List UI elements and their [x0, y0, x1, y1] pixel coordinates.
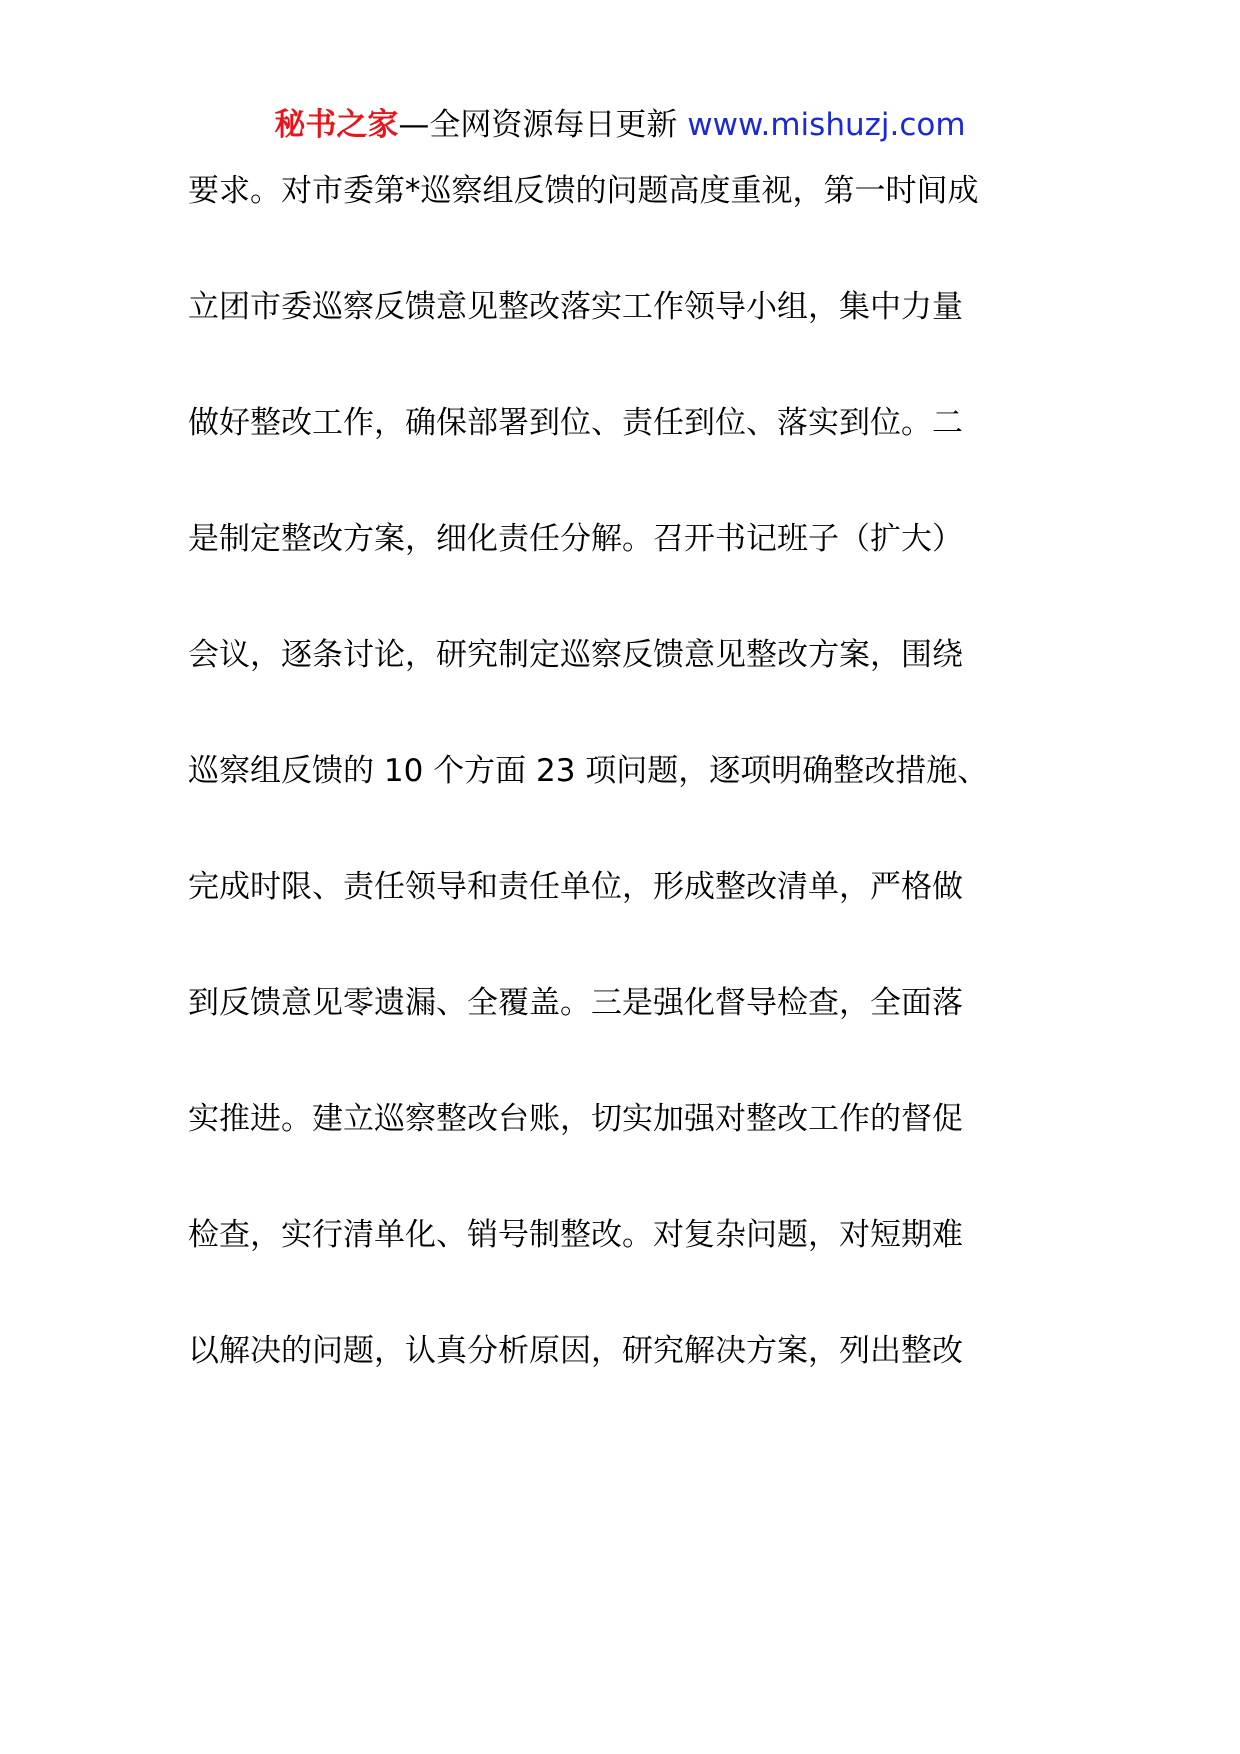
brand-name: 秘书之家	[274, 107, 399, 143]
body-line-2: 立团市委巡察反馈意见整改落实工作领导小组，集中力量	[188, 289, 963, 325]
header-tagline: —全网资源每日更新	[398, 107, 688, 143]
body-line-3: 做好整改工作，确保部署到位、责任到位、落实到位。二	[188, 405, 963, 441]
body-line-9: 实推进。建立巡察整改台账，切实加强对整改工作的督促	[188, 1101, 963, 1137]
body-line-7: 完成时限、责任领导和责任单位，形成整改清单，严格做	[188, 869, 963, 905]
body-line-1: 要求。对市委第*巡察组反馈的问题高度重视，第一时间成	[188, 173, 979, 209]
body-line-5: 会议，逐条讨论，研究制定巡察反馈意见整改方案，围绕	[188, 637, 963, 673]
site-url-link[interactable]: www.mishuzj.com	[687, 107, 966, 143]
body-line-11: 以解决的问题，认真分析原因，研究解决方案，列出整改	[188, 1333, 963, 1369]
page-header	[0, 103, 1240, 147]
body-line-10: 检查，实行清单化、销号制整改。对复杂问题，对短期难	[188, 1217, 963, 1253]
body-line-8: 到反馈意见零遗漏、全覆盖。三是强化督导检查，全面落	[188, 985, 963, 1021]
body-line-6: 巡察组反馈的 10 个方面 23 项问题，逐项明确整改措施、	[188, 753, 989, 789]
body-line-4: 是制定整改方案，细化责任分解。召开书记班子（扩大）	[188, 521, 963, 557]
